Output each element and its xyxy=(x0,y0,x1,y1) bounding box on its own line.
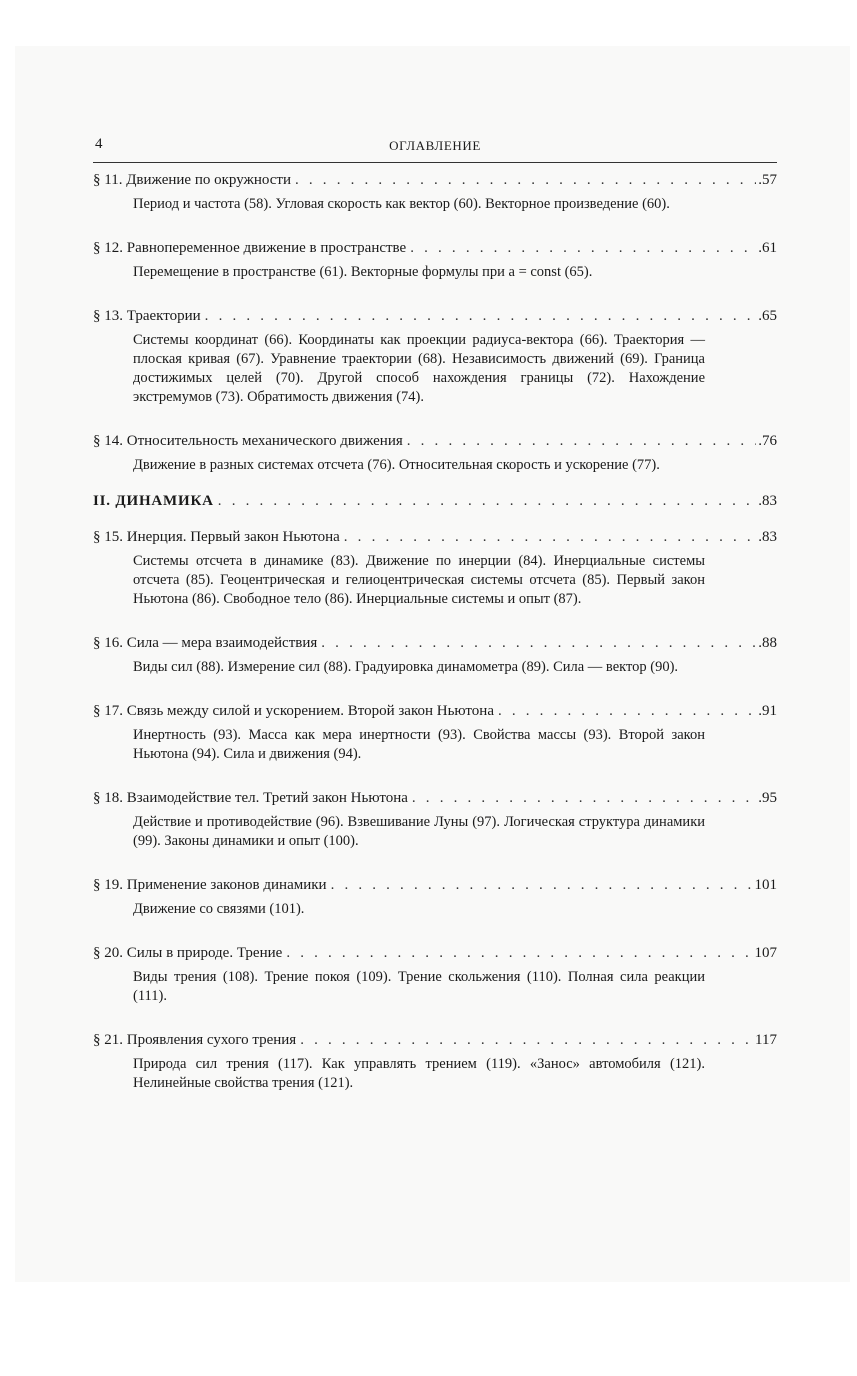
page-ref: .88 xyxy=(758,635,777,651)
dot-leader xyxy=(407,431,757,451)
section-title: § 20. Силы в природе. Трение xyxy=(93,945,283,961)
section-title: § 13. Траектории xyxy=(93,308,201,324)
section-title: § 15. Инерция. Первый закон Ньютона xyxy=(93,529,340,545)
section-summary: Системы координат (66). Координаты как проекции радиуса-вектора (66). Траектория — плоская кривая (67). Уравнение траектории (68). Независимость движений (69). Граница достижимых целей (70). Другой способ нахождения границы (72). Нахождение экстремумов (73). Обратимость движения (74). xyxy=(133,332,705,405)
page-number: 4 xyxy=(95,136,103,152)
toc-entry-line xyxy=(93,306,777,326)
toc-entry-line xyxy=(93,943,777,963)
toc-entry xyxy=(93,788,777,851)
section-summary: Инертность (93). Масса как мера инертности (93). Свойства массы (93). Второй закон Ньютона (94). Сила и движения (94). xyxy=(133,727,705,762)
dot-leader xyxy=(218,491,756,511)
dot-leader xyxy=(498,701,756,721)
page-ref: .83 xyxy=(758,529,777,545)
section-title: II. ДИНАМИКА xyxy=(93,493,214,509)
toc-entry-line xyxy=(93,875,777,895)
page-ref: .61 xyxy=(758,240,777,256)
toc-entry xyxy=(93,527,777,609)
toc-entry-line xyxy=(93,633,777,653)
toc-entry-line xyxy=(93,491,777,511)
section-title: § 16. Сила — мера взаимодействия xyxy=(93,635,318,651)
page-ref: 107 xyxy=(754,945,777,961)
section-title: § 14. Относительность механического движения xyxy=(93,433,403,449)
toc-entry xyxy=(93,170,777,214)
toc-entry xyxy=(93,701,777,764)
toc-entry-line xyxy=(93,170,777,190)
toc-entry xyxy=(93,943,777,1006)
dot-leader xyxy=(321,633,756,653)
page-ref: .95 xyxy=(758,790,777,806)
section-summary: Системы отсчета в динамике (83). Движение по инерции (84). Инерциальные системы отсчета (85). Геоцентрическая и гелиоцентрическая системы отсчета (85). Первый закон Ньютона (86). Свободное тело (86). Инерциальные системы и опыт (87). xyxy=(133,553,705,607)
section-summary: Природа сил трения (117). Как управлять трением (119). «Занос» автомобиля (121). Нелинейные свойства трения (121). xyxy=(133,1056,705,1091)
section-title: § 18. Взаимодействие тел. Третий закон Ньютона xyxy=(93,790,408,806)
section-summary: Движение в разных системах отсчета (76). Относительная скорость и ускорение (77). xyxy=(133,457,660,473)
dot-leader xyxy=(286,943,752,963)
toc-entry xyxy=(93,1030,777,1093)
page-ref: .57 xyxy=(758,172,777,188)
section-title: § 11. Движение по окружности xyxy=(93,172,291,188)
section-summary: Период и частота (58). Угловая скорость как вектор (60). Векторное произведение (60). xyxy=(133,196,670,212)
dot-leader xyxy=(331,875,753,895)
running-header xyxy=(93,132,777,163)
section-summary: Действие и противодействие (96). Взвешивание Луны (97). Логическая структура динамики (99). Законы динамики и опыт (100). xyxy=(133,814,705,849)
section-title: § 21. Проявления сухого трения xyxy=(93,1032,297,1048)
part-heading xyxy=(93,491,777,511)
page-ref: 101 xyxy=(754,877,777,893)
section-summary: Виды трения (108). Трение покоя (109). Трение скольжения (110). Полная сила реакции (111). xyxy=(133,969,705,1004)
toc-entry xyxy=(93,431,777,475)
toc-entry-line xyxy=(93,431,777,451)
dot-leader xyxy=(295,170,756,190)
toc-entry xyxy=(93,633,777,677)
section-title: § 19. Применение законов динамики xyxy=(93,877,327,893)
section-summary: Движение со связями (101). xyxy=(133,901,305,917)
toc-entry xyxy=(93,875,777,919)
page-ref: .91 xyxy=(758,703,777,719)
toc-entry-line xyxy=(93,1030,777,1050)
book-page xyxy=(15,46,850,1282)
section-summary: Перемещение в пространстве (61). Векторные формулы при a = const (65). xyxy=(133,264,593,280)
section-title: § 12. Равнопеременное движение в пространстве xyxy=(93,240,407,256)
page-ref: .76 xyxy=(758,433,777,449)
toc-entry xyxy=(93,238,777,282)
table-of-contents xyxy=(93,166,777,1117)
dot-leader xyxy=(205,306,757,326)
dot-leader xyxy=(412,788,756,808)
page-title: ОГЛАВЛЕНИЕ xyxy=(389,138,481,153)
page-ref: .83 xyxy=(758,493,777,509)
dot-leader xyxy=(300,1030,753,1050)
toc-entry-line xyxy=(93,701,777,721)
page-ref: .65 xyxy=(758,308,777,324)
toc-entry-line xyxy=(93,788,777,808)
page-ref: 117 xyxy=(755,1032,777,1048)
dot-leader xyxy=(344,527,756,547)
section-title: § 17. Связь между силой и ускорением. Второй закон Ньютона xyxy=(93,703,494,719)
section-summary: Виды сил (88). Измерение сил (88). Градуировка динамометра (89). Сила — вектор (90). xyxy=(133,659,679,675)
toc-entry-line xyxy=(93,238,777,258)
toc-entry xyxy=(93,306,777,407)
toc-entry-line xyxy=(93,527,777,547)
dot-leader xyxy=(410,238,756,258)
